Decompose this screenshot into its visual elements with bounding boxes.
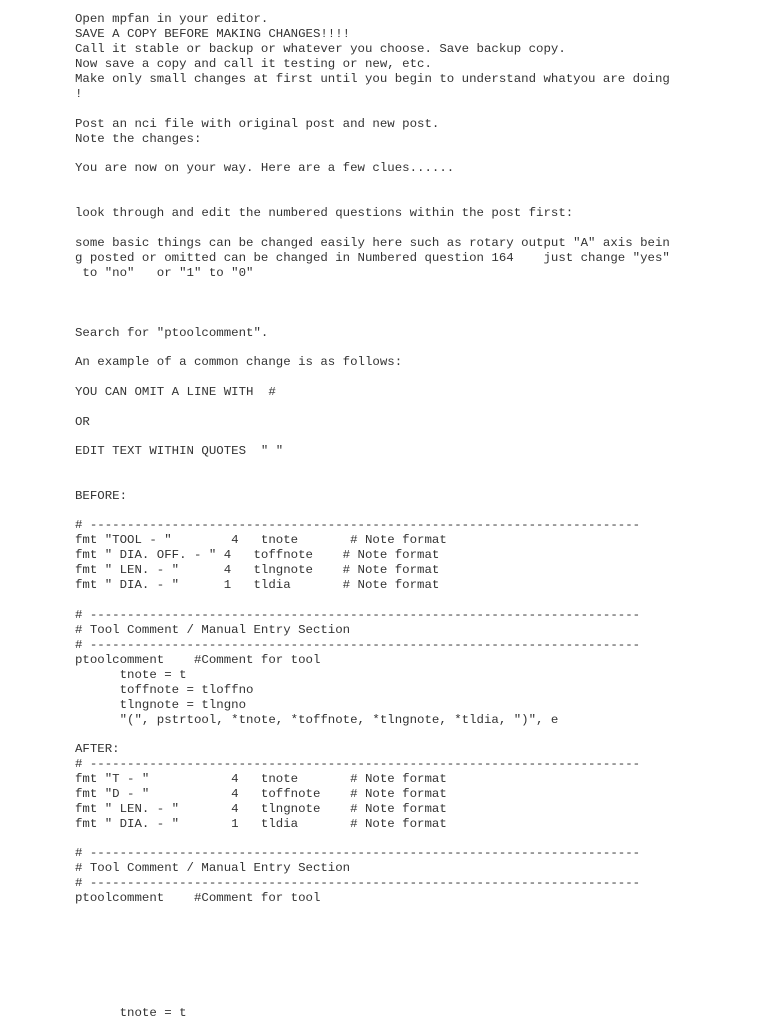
after-section-line: # Tool Comment / Manual Entry Section — [75, 861, 351, 875]
before-code-line: ptoolcomment #Comment for tool — [75, 653, 321, 667]
intro-line: ! — [75, 87, 83, 101]
before-code-line: tnote = t — [75, 668, 187, 682]
before-fmt-line: # -------------------------------------------------------------------------- — [75, 518, 641, 532]
search-line: Search for "ptoolcomment". — [75, 326, 269, 340]
look-line: look through and edit the numbered questions within the post first: — [75, 206, 574, 220]
before-section-line: # -------------------------------------------------------------------------- — [75, 638, 641, 652]
before-fmt-line: fmt " LEN. - " 4 tlngnote # Note format — [75, 563, 440, 577]
or-line: OR — [75, 415, 90, 429]
omit-line: YOU CAN OMIT A LINE WITH # — [75, 385, 276, 399]
after-label: AFTER: — [75, 742, 120, 756]
before-label: BEFORE: — [75, 489, 128, 503]
basic-line: some basic things can be changed easily here such as rotary output "A" axis bein — [75, 236, 670, 250]
intro-line: SAVE A COPY BEFORE MAKING CHANGES!!!! — [75, 27, 351, 41]
basic-line: g posted or omitted can be changed in Numbered question 164 just change "yes" — [75, 251, 670, 265]
clues-line: You are now on your way. Here are a few clues...... — [75, 161, 455, 175]
after-fmt-line: fmt "D - " 4 toffnote # Note format — [75, 787, 447, 801]
intro-line: Make only small changes at first until you begin to understand whatyou are doing — [75, 72, 670, 86]
bottom-code-line: tnote = t — [75, 1006, 187, 1020]
edit-quotes-line: EDIT TEXT WITHIN QUOTES " " — [75, 444, 284, 458]
basic-line: to "no" or "1" to "0" — [75, 266, 254, 280]
before-code-line: "(", pstrtool, *tnote, *toffnote, *tlngnote, *tldia, ")", e — [75, 713, 559, 727]
before-section-line: # Tool Comment / Manual Entry Section — [75, 623, 351, 637]
after-fmt-line: fmt " DIA. - " 1 tldia # Note format — [75, 817, 447, 831]
before-fmt-line: fmt " DIA. - " 1 tldia # Note format — [75, 578, 440, 592]
before-fmt-line: fmt "TOOL - " 4 tnote # Note format — [75, 533, 447, 547]
after-section-line: # -------------------------------------------------------------------------- — [75, 846, 641, 860]
before-code-line: toffnote = tloffno — [75, 683, 254, 697]
after-fmt-line: # -------------------------------------------------------------------------- — [75, 757, 641, 771]
example-line: An example of a common change is as follows: — [75, 355, 403, 369]
after-fmt-line: fmt " LEN. - " 4 tlngnote # Note format — [75, 802, 447, 816]
before-code-line: tlngnote = tlngno — [75, 698, 247, 712]
post-line: Post an nci file with original post and new post. — [75, 117, 440, 131]
before-fmt-line: fmt " DIA. OFF. - " 4 toffnote # Note format — [75, 548, 440, 562]
post-line: Note the changes: — [75, 132, 202, 146]
after-fmt-line: fmt "T - " 4 tnote # Note format — [75, 772, 447, 786]
intro-line: Now save a copy and call it testing or new, etc. — [75, 57, 432, 71]
before-section-line: # -------------------------------------------------------------------------- — [75, 608, 641, 622]
intro-line: Open mpfan in your editor. — [75, 12, 269, 26]
after-code-line: ptoolcomment #Comment for tool — [75, 891, 321, 905]
intro-line: Call it stable or backup or whatever you choose. Save backup copy. — [75, 42, 566, 56]
after-section-line: # -------------------------------------------------------------------------- — [75, 876, 641, 890]
